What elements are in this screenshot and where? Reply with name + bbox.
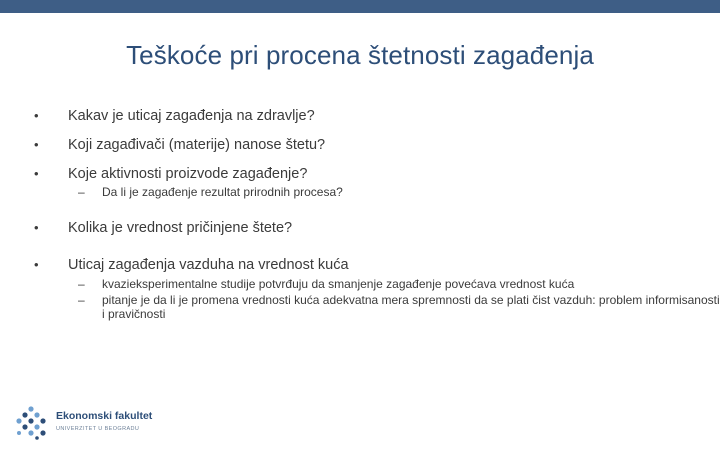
sub-bullet-text: kvazieksperimentalne studije potvrđuju da smanjenje zagađenje povećava vrednost kuća (102, 277, 575, 291)
bullet-text: Uticaj zagađenja vazduha na vrednost kuća (68, 257, 349, 273)
bullet-marker: • (34, 257, 39, 272)
bullet-marker: • (34, 220, 39, 235)
sub-bullet-marker: – (78, 293, 85, 307)
sub-bullet-marker: – (78, 277, 85, 291)
bullet-text: Koje aktivnosti proizvode zagađenje? (68, 166, 308, 182)
sub-bullet-marker: – (78, 185, 85, 199)
logo-name: Ekonomski fakultet (56, 410, 153, 422)
bullet-marker: • (34, 137, 39, 152)
faculty-logo (14, 406, 174, 440)
bullet-marker: • (34, 108, 39, 123)
bullet-text: Kakav je uticaj zagađenja na zdravlje? (68, 108, 315, 124)
bullet-text: Koji zagađivači (materije) nanose štetu? (68, 137, 326, 153)
slide-title: Teškoće pri procena štetnosti zagađenja (126, 40, 594, 70)
bullet-marker: • (34, 166, 39, 181)
sub-bullet-text: Da li je zagađenje rezultat prirodnih procesa? (102, 185, 343, 199)
sub-bullet-text: pitanje je da li je promena vrednosti kuća adekvatna mera spremnosti da se plati čist vazduh: problem informisanosti i pravičnosti (102, 293, 720, 321)
logo-subtitle: UNIVERZITET U BEOGRADU (56, 426, 140, 432)
top-accent-bar (0, 0, 720, 13)
dots-logo-icon (14, 406, 50, 440)
bullet-text: Kolika je vrednost pričinjene štete? (68, 220, 293, 236)
